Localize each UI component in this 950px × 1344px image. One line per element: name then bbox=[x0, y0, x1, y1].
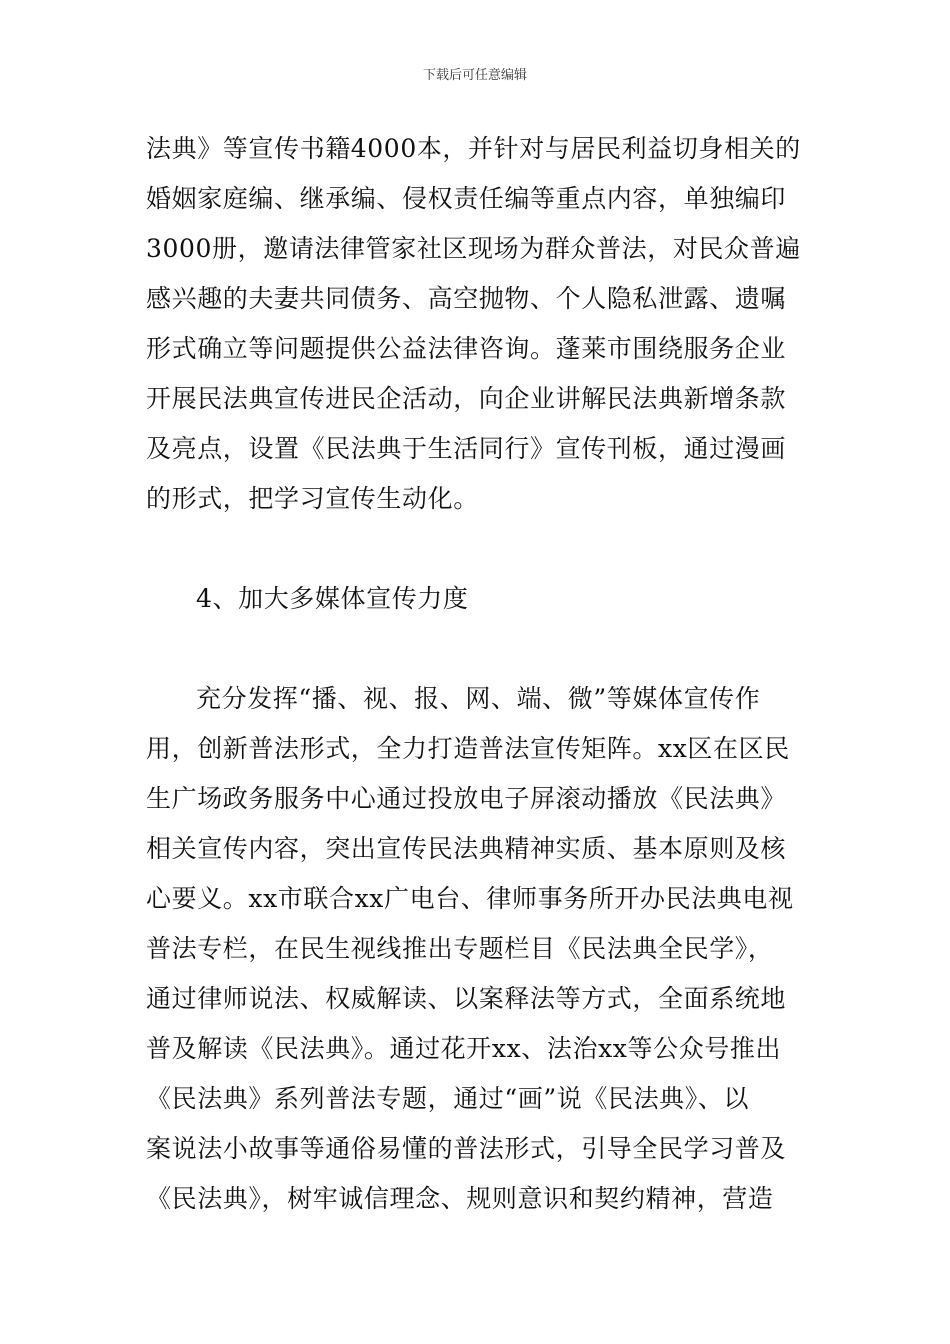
paragraph-line: 充分发挥“播、视、报、网、端、微”等媒体宣传作 bbox=[196, 684, 761, 713]
paragraph-line: 3000册，邀请法律管家社区现场为群众普法，对民众普遍 bbox=[146, 234, 801, 263]
paragraph-line: 及亮点，设置《民法典于生活同行》宣传刊板，通过漫画 bbox=[146, 434, 787, 463]
paragraph-line: 普法专栏，在民生视线推出专题栏目《民法典全民学》， bbox=[146, 934, 774, 963]
paragraph-line: 用，创新普法形式，全力打造普法宣传矩阵。xx区在区民 bbox=[146, 734, 790, 763]
paragraph-line: 法典》等宣传书籍4000本，并针对与居民利益切身相关的 bbox=[146, 134, 801, 163]
paragraph-line: 心要义。xx市联合xx广电台、律师事务所开办民法典电视 bbox=[146, 884, 794, 913]
paragraph-line: 的形式，把学习宣传生动化。 bbox=[146, 484, 479, 513]
paragraph-line: 婚姻家庭编、继承编、侵权责任编等重点内容，单独编印 bbox=[146, 184, 787, 213]
paragraph-line: 案说法小故事等通俗易懂的普法形式，引导全民学习普及 bbox=[146, 1134, 787, 1163]
paragraph-line: 生广场政务服务中心通过投放电子屏滚动播放《民法典》 bbox=[146, 784, 787, 813]
paragraph-line: 相关宣传内容，突出宣传民法典精神实质、基本原则及核 bbox=[146, 834, 787, 863]
paragraph-line: 感兴趣的夫妻共同债务、高空抛物、个人隐私泄露、遗嘱 bbox=[146, 284, 787, 313]
paragraph-line: 普及解读《民法典》。通过花开xx、法治xx等公众号推出 bbox=[146, 1034, 782, 1063]
paragraph-line: 《民法典》，树牢诚信理念、规则意识和契约精神，营造 bbox=[146, 1184, 774, 1213]
paragraph-line: 开展民法典宣传进民企活动，向企业讲解民法典新增条款 bbox=[146, 384, 787, 413]
section-heading: 4、加大多媒体宣传力度 bbox=[196, 584, 469, 613]
paragraph-line: 通过律师说法、权威解读、以案释法等方式，全面系统地 bbox=[146, 984, 787, 1013]
paragraph-line: 《民法典》系列普法专题，通过“画”说《民法典》、以 bbox=[146, 1084, 750, 1113]
paragraph-line: 形式确立等问题提供公益法律咨询。蓬莱市围绕服务企业 bbox=[146, 334, 787, 363]
header-note: 下载后可任意编辑 bbox=[422, 68, 527, 83]
